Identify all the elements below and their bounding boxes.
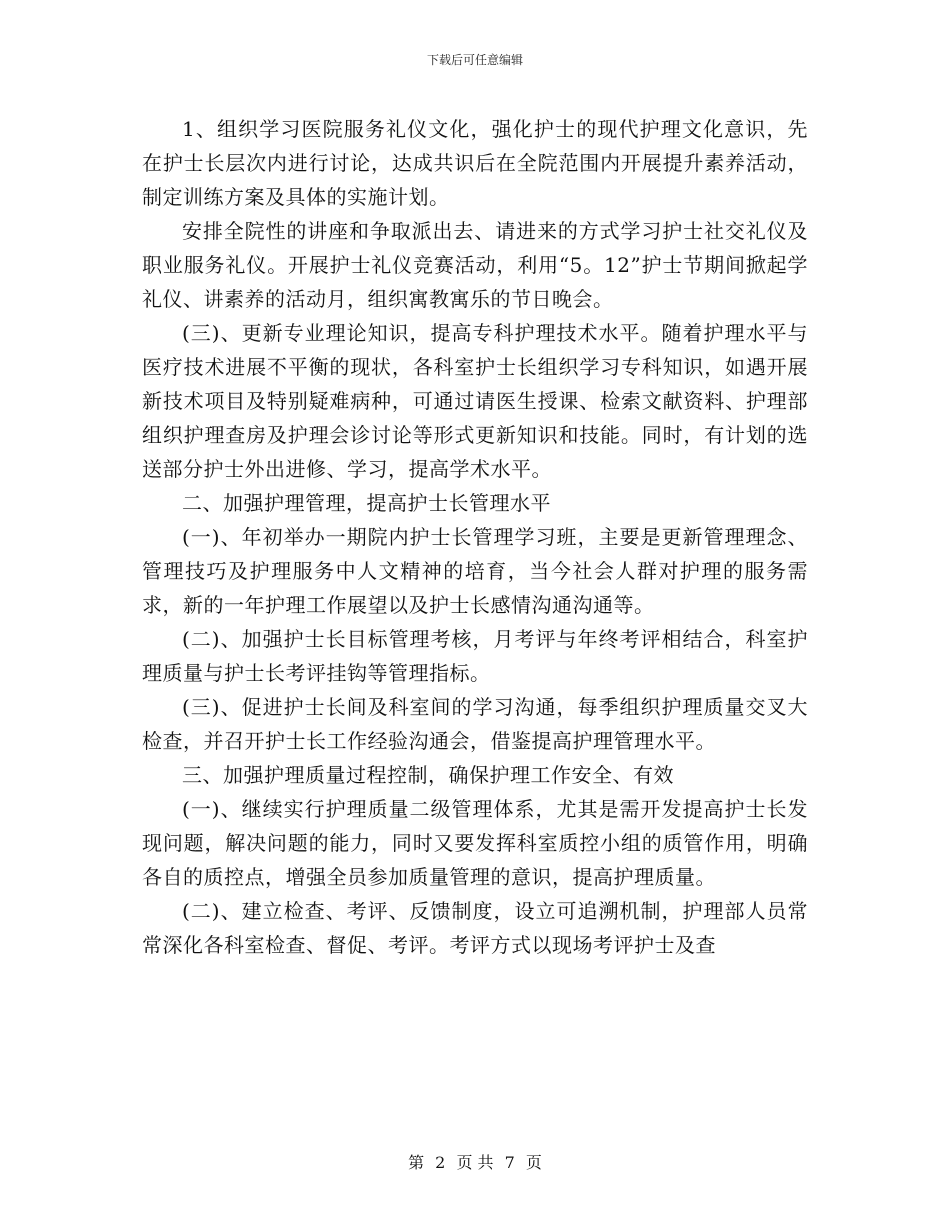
paragraph: (三)、更新专业理论知识，提高专科护理技术水平。随着护理水平与医疗技术进展不平衡的现状，各科室护士长组织学习专科知识，如遇开展新技术项目及特别疑难病种，可通过请医生授课、检索文献资料、护理部组织护理查房及护理会诊讨论等形式更新知识和技能。同时，有计划的选送部分护士外出进修、学习，提高学术水平。 — [142, 321, 808, 481]
page-number-footer — [0, 1152, 950, 1174]
paragraph: (一)、年初举办一期院内护士长管理学习班，主要是更新管理理念、管理技巧及护理服务中人文精神的培育，当今社会人群对护理的服务需求，新的一年护理工作展望以及护士长感情沟通沟通等。 — [142, 525, 808, 617]
total-pages-number: 7 — [504, 1153, 515, 1172]
footer-suffix: 页 — [525, 1153, 542, 1172]
section-heading: 二、加强护理管理，提高护士长管理水平 — [182, 491, 551, 515]
page-header-note: 下载后可任意编辑 — [426, 53, 523, 67]
section-heading: 三、加强护理质量过程控制，确保护理工作安全、有效 — [182, 763, 674, 787]
footer-middle: 页 共 — [456, 1153, 494, 1172]
paragraph: (一)、继续实行护理质量二级管理体系，尤其是需开发提高护士长发现问题，解决问题的能力，同时又要发挥科室质控小组的质管作用，明确各自的质控点，增强全员参加质量管理的意识，提高护理质量。 — [142, 797, 808, 889]
footer-prefix: 第 — [408, 1153, 425, 1172]
paragraph: (二)、建立检查、考评、反馈制度，设立可追溯机制，护理部人员常常深化各科室检查、督促、考评。考评方式以现场考评护士及查 — [142, 899, 808, 957]
current-page-number: 2 — [435, 1153, 446, 1172]
paragraph: 1、组织学习医院服务礼仪文化，强化护士的现代护理文化意识，先在护士长层次内进行讨论，达成共识后在全院范围内开展提升素养活动，制定训练方案及具体的实施计划。 — [142, 117, 808, 209]
document-body — [142, 112, 808, 962]
paragraph: 安排全院性的讲座和争取派出去、请进来的方式学习护士社交礼仪及职业服务礼仪。开展护士礼仪竞赛活动，利用“5。12”护士节期间掀起学礼仪、讲素养的活动月，组织寓教寓乐的节日晚会。 — [142, 219, 808, 311]
paragraph: (二)、加强护士长目标管理考核，月考评与年终考评相结合，科室护理质量与护士长考评挂钩等管理指标。 — [142, 627, 808, 685]
paragraph: (三)、促进护士长间及科室间的学习沟通，每季组织护理质量交叉大检查，并召开护士长工作经验沟通会，借鉴提高护理管理水平。 — [142, 695, 808, 753]
